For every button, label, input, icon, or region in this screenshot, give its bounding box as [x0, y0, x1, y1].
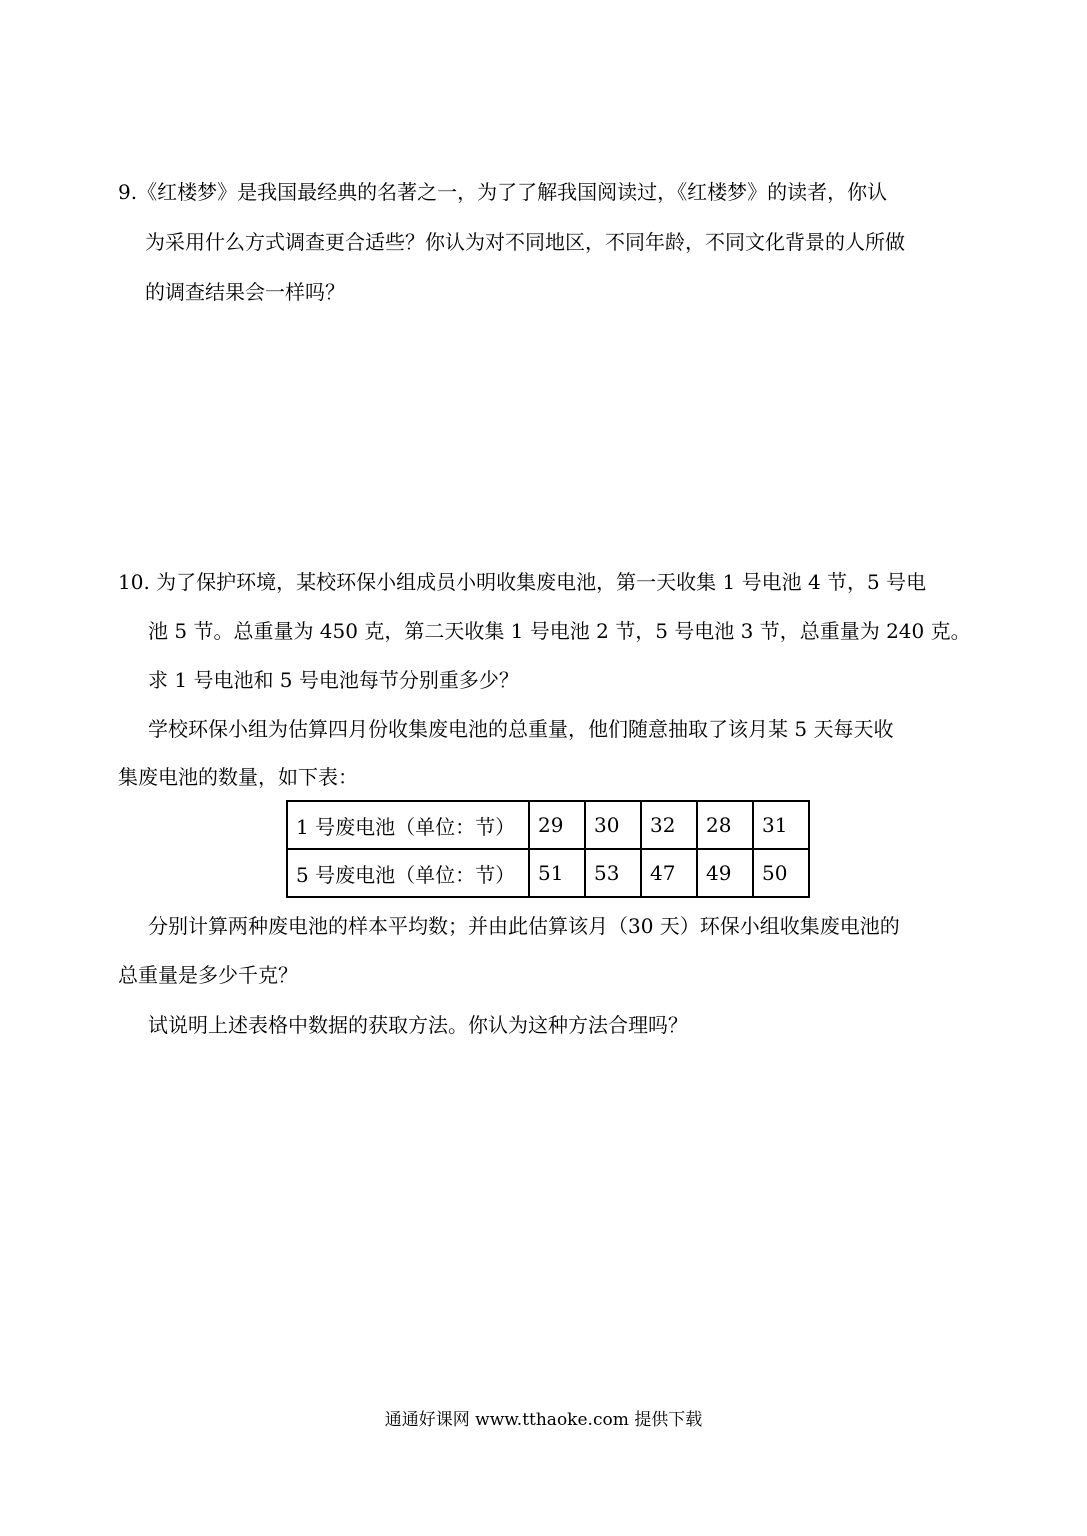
table-cell: 32 [641, 801, 697, 849]
question-10-line-4: 学校环保小组为估算四月份收集废电池的总重量，他们随意抽取了该月某 5 天每天收 [148, 717, 894, 741]
table-cell: 30 [585, 801, 641, 849]
question-9-line-1: 9.《红楼梦》是我国最经典的名著之一，为了了解我国阅读过，《红楼梦》的读者，你认 [118, 180, 888, 204]
table-cell: 50 [753, 849, 809, 897]
table-cell: 51 [529, 849, 585, 897]
table-cell: 49 [697, 849, 753, 897]
table-cell: 53 [585, 849, 641, 897]
page-footer: 通通好课网 www.tthaoke.com 提供下载 [384, 1410, 703, 1430]
question-10-line-3: 求 1 号电池和 5 号电池每节分别重多少？ [148, 668, 519, 692]
table-row [287, 801, 809, 849]
table-row-label: 1 号废电池（单位：节） [287, 801, 529, 849]
table-cell: 47 [641, 849, 697, 897]
table-row [287, 849, 809, 897]
question-9-line-3: 的调查结果会一样吗？ [145, 280, 345, 304]
table-cell: 28 [697, 801, 753, 849]
table-cell: 29 [529, 801, 585, 849]
question-10-line-5: 集废电池的数量，如下表： [118, 765, 358, 789]
question-10-line-1: 10. 为了保护环境，某校环保小组成员小明收集废电池，第一天收集 1 号电池 4 节，5 号电 [118, 570, 927, 594]
question-10-line-2: 池 5 节。总重量为 450 克，第二天收集 1 号电池 2 节，5 号电池 3 节，总重量为 240 克。 [148, 619, 971, 643]
question-10-line-8: 试说明上述表格中数据的获取方法。你认为这种方法合理吗？ [148, 1013, 688, 1037]
question-10-line-6: 分别计算两种废电池的样本平均数；并由此估算该月（30 天）环保小组收集废电池的 [148, 914, 900, 938]
question-9-line-2: 为采用什么方式调查更合适些？你认为对不同地区，不同年龄，不同文化背景的人所做 [145, 230, 905, 254]
question-10-line-7: 总重量是多少千克？ [118, 963, 298, 987]
battery-count-table [286, 800, 810, 898]
table-row-label: 5 号废电池（单位：节） [287, 849, 529, 897]
table-cell: 31 [753, 801, 809, 849]
